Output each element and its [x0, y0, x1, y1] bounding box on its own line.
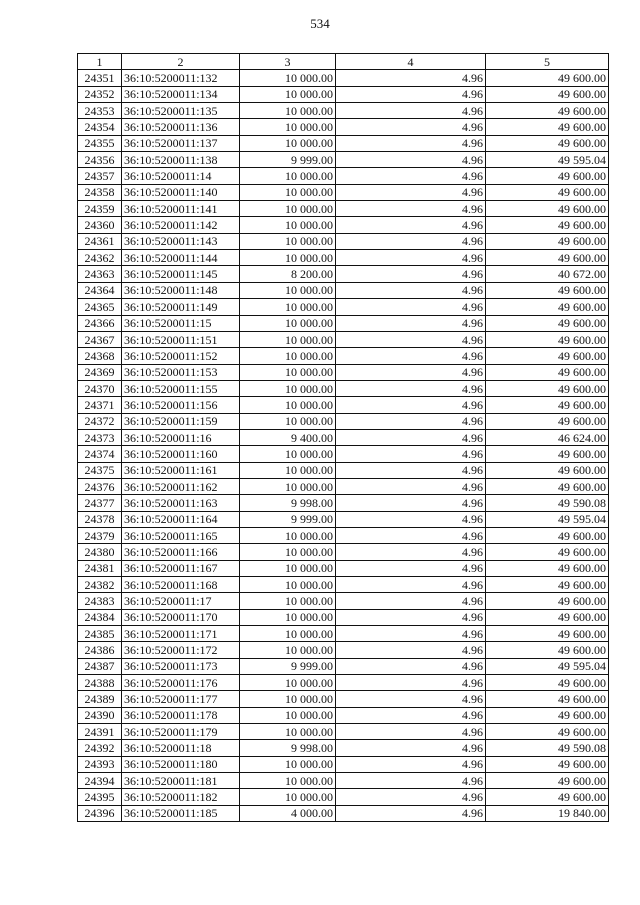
- cadastral-number: 36:10:5200011:145: [122, 266, 240, 282]
- rate-value: 4.96: [336, 201, 486, 217]
- table-row: [78, 86, 609, 102]
- cadastral-number: 36:10:5200011:142: [122, 217, 240, 233]
- area-value: 10 000.00: [240, 527, 336, 543]
- rate-value: 4.96: [336, 756, 486, 772]
- area-value: 10 000.00: [240, 201, 336, 217]
- table-row: [78, 380, 609, 396]
- rate-value: 4.96: [336, 593, 486, 609]
- amount-value: 49 600.00: [486, 691, 609, 707]
- area-value: 10 000.00: [240, 593, 336, 609]
- row-number: 24367: [78, 331, 122, 347]
- table-row: [78, 691, 609, 707]
- row-number: 24387: [78, 658, 122, 674]
- rate-value: 4.96: [336, 642, 486, 658]
- rate-value: 4.96: [336, 609, 486, 625]
- cadastral-number: 36:10:5200011:170: [122, 609, 240, 625]
- area-value: 9 998.00: [240, 740, 336, 756]
- rate-value: 4.96: [336, 119, 486, 135]
- table-row: [78, 364, 609, 380]
- table-row: [78, 266, 609, 282]
- area-value: 4 000.00: [240, 805, 336, 821]
- rate-value: 4.96: [336, 511, 486, 527]
- rate-value: 4.96: [336, 233, 486, 249]
- row-number: 24358: [78, 184, 122, 200]
- amount-value: 49 590.08: [486, 495, 609, 511]
- area-value: 10 000.00: [240, 724, 336, 740]
- cadastral-number: 36:10:5200011:135: [122, 103, 240, 119]
- cadastral-number: 36:10:5200011:155: [122, 380, 240, 396]
- row-number: 24377: [78, 495, 122, 511]
- row-number: 24352: [78, 86, 122, 102]
- rate-value: 4.96: [336, 446, 486, 462]
- cadastral-number: 36:10:5200011:149: [122, 299, 240, 315]
- amount-value: 46 624.00: [486, 429, 609, 445]
- amount-value: 49 595.04: [486, 658, 609, 674]
- rate-value: 4.96: [336, 675, 486, 691]
- cadastral-number: 36:10:5200011:163: [122, 495, 240, 511]
- table-row: [78, 478, 609, 494]
- cadastral-number: 36:10:5200011:172: [122, 642, 240, 658]
- area-value: 8 200.00: [240, 266, 336, 282]
- row-number: 24372: [78, 413, 122, 429]
- cadastral-number: 36:10:5200011:161: [122, 462, 240, 478]
- cadastral-number: 36:10:5200011:164: [122, 511, 240, 527]
- table-row: [78, 103, 609, 119]
- column-header-5: 5: [486, 54, 609, 70]
- amount-value: 49 600.00: [486, 201, 609, 217]
- row-number: 24351: [78, 70, 122, 86]
- row-number: 24364: [78, 282, 122, 298]
- rate-value: 4.96: [336, 773, 486, 789]
- table-row: [78, 544, 609, 560]
- area-value: 10 000.00: [240, 364, 336, 380]
- rate-value: 4.96: [336, 152, 486, 168]
- rate-value: 4.96: [336, 626, 486, 642]
- cadastral-number: 36:10:5200011:143: [122, 233, 240, 249]
- amount-value: 49 600.00: [486, 626, 609, 642]
- table-row: [78, 217, 609, 233]
- amount-value: 49 595.04: [486, 152, 609, 168]
- table-row: [78, 560, 609, 576]
- amount-value: 49 600.00: [486, 184, 609, 200]
- table-row: [78, 527, 609, 543]
- table-row: [78, 152, 609, 168]
- cadastral-number: 36:10:5200011:14: [122, 168, 240, 184]
- rate-value: 4.96: [336, 707, 486, 723]
- area-value: 10 000.00: [240, 168, 336, 184]
- area-value: 10 000.00: [240, 773, 336, 789]
- table-row: [78, 462, 609, 478]
- area-value: 10 000.00: [240, 70, 336, 86]
- cadastral-number: 36:10:5200011:16: [122, 429, 240, 445]
- cadastral-number: 36:10:5200011:167: [122, 560, 240, 576]
- amount-value: 49 600.00: [486, 642, 609, 658]
- column-header-3: 3: [240, 54, 336, 70]
- cadastral-number: 36:10:5200011:132: [122, 70, 240, 86]
- amount-value: 49 600.00: [486, 250, 609, 266]
- row-number: 24366: [78, 315, 122, 331]
- area-value: 10 000.00: [240, 86, 336, 102]
- cadastral-number: 36:10:5200011:148: [122, 282, 240, 298]
- amount-value: 49 600.00: [486, 282, 609, 298]
- rate-value: 4.96: [336, 789, 486, 805]
- rate-value: 4.96: [336, 740, 486, 756]
- table-row: [78, 315, 609, 331]
- area-value: 10 000.00: [240, 250, 336, 266]
- row-number: 24356: [78, 152, 122, 168]
- row-number: 24391: [78, 724, 122, 740]
- table-row: [78, 740, 609, 756]
- amount-value: 49 600.00: [486, 168, 609, 184]
- rate-value: 4.96: [336, 462, 486, 478]
- row-number: 24357: [78, 168, 122, 184]
- amount-value: 49 600.00: [486, 577, 609, 593]
- cadastral-number: 36:10:5200011:166: [122, 544, 240, 560]
- table-row: [78, 658, 609, 674]
- cadastral-number: 36:10:5200011:141: [122, 201, 240, 217]
- table-row: [78, 626, 609, 642]
- area-value: 10 000.00: [240, 707, 336, 723]
- rate-value: 4.96: [336, 282, 486, 298]
- amount-value: 49 600.00: [486, 348, 609, 364]
- table-row: [78, 773, 609, 789]
- table-row: [78, 70, 609, 86]
- rate-value: 4.96: [336, 86, 486, 102]
- amount-value: 49 600.00: [486, 756, 609, 772]
- area-value: 10 000.00: [240, 348, 336, 364]
- cadastral-number: 36:10:5200011:181: [122, 773, 240, 789]
- cadastral-number: 36:10:5200011:180: [122, 756, 240, 772]
- area-value: 9 998.00: [240, 495, 336, 511]
- row-number: 24371: [78, 397, 122, 413]
- rate-value: 4.96: [336, 266, 486, 282]
- amount-value: 49 600.00: [486, 233, 609, 249]
- cadastral-number: 36:10:5200011:168: [122, 577, 240, 593]
- cadastral-number: 36:10:5200011:144: [122, 250, 240, 266]
- row-number: 24353: [78, 103, 122, 119]
- area-value: 10 000.00: [240, 675, 336, 691]
- area-value: 10 000.00: [240, 691, 336, 707]
- amount-value: 49 600.00: [486, 331, 609, 347]
- row-number: 24370: [78, 380, 122, 396]
- area-value: 10 000.00: [240, 789, 336, 805]
- rate-value: 4.96: [336, 217, 486, 233]
- table-row: [78, 675, 609, 691]
- rate-value: 4.96: [336, 315, 486, 331]
- row-number: 24394: [78, 773, 122, 789]
- cadastral-number: 36:10:5200011:165: [122, 527, 240, 543]
- cadastral-number: 36:10:5200011:159: [122, 413, 240, 429]
- row-number: 24369: [78, 364, 122, 380]
- cadastral-number: 36:10:5200011:156: [122, 397, 240, 413]
- row-number: 24355: [78, 135, 122, 151]
- rate-value: 4.96: [336, 70, 486, 86]
- area-value: 10 000.00: [240, 315, 336, 331]
- cadastral-number: 36:10:5200011:182: [122, 789, 240, 805]
- amount-value: 49 600.00: [486, 593, 609, 609]
- row-number: 24386: [78, 642, 122, 658]
- area-value: 10 000.00: [240, 299, 336, 315]
- area-value: 10 000.00: [240, 282, 336, 298]
- area-value: 10 000.00: [240, 380, 336, 396]
- area-value: 10 000.00: [240, 642, 336, 658]
- row-number: 24375: [78, 462, 122, 478]
- rate-value: 4.96: [336, 544, 486, 560]
- cadastral-number: 36:10:5200011:15: [122, 315, 240, 331]
- row-number: 24374: [78, 446, 122, 462]
- table-row: [78, 299, 609, 315]
- row-number: 24359: [78, 201, 122, 217]
- rate-value: 4.96: [336, 380, 486, 396]
- table-row: [78, 642, 609, 658]
- table-row: [78, 331, 609, 347]
- table-row: [78, 593, 609, 609]
- row-number: 24380: [78, 544, 122, 560]
- table-row: [78, 429, 609, 445]
- table-row: [78, 282, 609, 298]
- area-value: 9 400.00: [240, 429, 336, 445]
- table-row: [78, 609, 609, 625]
- rate-value: 4.96: [336, 658, 486, 674]
- row-number: 24384: [78, 609, 122, 625]
- row-number: 24360: [78, 217, 122, 233]
- row-number: 24388: [78, 675, 122, 691]
- column-header-4: 4: [336, 54, 486, 70]
- row-number: 24389: [78, 691, 122, 707]
- table-row: [78, 233, 609, 249]
- rate-value: 4.96: [336, 250, 486, 266]
- amount-value: 49 600.00: [486, 119, 609, 135]
- row-number: 24365: [78, 299, 122, 315]
- page-number: 534: [310, 16, 330, 31]
- table-row: [78, 805, 609, 821]
- amount-value: 49 600.00: [486, 707, 609, 723]
- row-number: 24368: [78, 348, 122, 364]
- rate-value: 4.96: [336, 348, 486, 364]
- amount-value: 49 600.00: [486, 380, 609, 396]
- table-row: [78, 413, 609, 429]
- area-value: 10 000.00: [240, 544, 336, 560]
- table-row: [78, 168, 609, 184]
- area-value: 10 000.00: [240, 103, 336, 119]
- amount-value: 49 600.00: [486, 675, 609, 691]
- area-value: 10 000.00: [240, 331, 336, 347]
- rate-value: 4.96: [336, 364, 486, 380]
- data-table: [77, 53, 609, 822]
- amount-value: 49 600.00: [486, 315, 609, 331]
- row-number: 24363: [78, 266, 122, 282]
- rate-value: 4.96: [336, 413, 486, 429]
- rate-value: 4.96: [336, 495, 486, 511]
- rate-value: 4.96: [336, 184, 486, 200]
- cadastral-number: 36:10:5200011:179: [122, 724, 240, 740]
- row-number: 24396: [78, 805, 122, 821]
- row-number: 24395: [78, 789, 122, 805]
- cadastral-number: 36:10:5200011:18: [122, 740, 240, 756]
- table-row: [78, 446, 609, 462]
- amount-value: 49 600.00: [486, 773, 609, 789]
- rate-value: 4.96: [336, 331, 486, 347]
- area-value: 10 000.00: [240, 119, 336, 135]
- amount-value: 19 840.00: [486, 805, 609, 821]
- cadastral-number: 36:10:5200011:136: [122, 119, 240, 135]
- amount-value: 49 600.00: [486, 544, 609, 560]
- cadastral-number: 36:10:5200011:151: [122, 331, 240, 347]
- cadastral-number: 36:10:5200011:138: [122, 152, 240, 168]
- amount-value: 49 590.08: [486, 740, 609, 756]
- header-row: [78, 54, 609, 70]
- row-number: 24361: [78, 233, 122, 249]
- cadastral-number: 36:10:5200011:152: [122, 348, 240, 364]
- rate-value: 4.96: [336, 527, 486, 543]
- area-value: 9 999.00: [240, 152, 336, 168]
- area-value: 9 999.00: [240, 658, 336, 674]
- row-number: 24381: [78, 560, 122, 576]
- amount-value: 49 600.00: [486, 446, 609, 462]
- cadastral-number: 36:10:5200011:134: [122, 86, 240, 102]
- row-number: 24354: [78, 119, 122, 135]
- row-number: 24390: [78, 707, 122, 723]
- area-value: 10 000.00: [240, 446, 336, 462]
- cadastral-number: 36:10:5200011:173: [122, 658, 240, 674]
- rate-value: 4.96: [336, 478, 486, 494]
- cadastral-number: 36:10:5200011:176: [122, 675, 240, 691]
- cadastral-number: 36:10:5200011:137: [122, 135, 240, 151]
- area-value: 10 000.00: [240, 184, 336, 200]
- area-value: 10 000.00: [240, 577, 336, 593]
- table-row: [78, 348, 609, 364]
- cadastral-number: 36:10:5200011:177: [122, 691, 240, 707]
- amount-value: 49 600.00: [486, 70, 609, 86]
- row-number: 24385: [78, 626, 122, 642]
- area-value: 10 000.00: [240, 462, 336, 478]
- row-number: 24383: [78, 593, 122, 609]
- cadastral-number: 36:10:5200011:162: [122, 478, 240, 494]
- column-header-2: 2: [122, 54, 240, 70]
- row-number: 24379: [78, 527, 122, 543]
- cadastral-number: 36:10:5200011:140: [122, 184, 240, 200]
- amount-value: 49 600.00: [486, 724, 609, 740]
- amount-value: 49 600.00: [486, 609, 609, 625]
- cadastral-number: 36:10:5200011:17: [122, 593, 240, 609]
- row-number: 24392: [78, 740, 122, 756]
- area-value: 10 000.00: [240, 478, 336, 494]
- amount-value: 49 595.04: [486, 511, 609, 527]
- table-row: [78, 789, 609, 805]
- cadastral-number: 36:10:5200011:185: [122, 805, 240, 821]
- area-value: 10 000.00: [240, 609, 336, 625]
- area-value: 9 999.00: [240, 511, 336, 527]
- row-number: 24378: [78, 511, 122, 527]
- amount-value: 49 600.00: [486, 364, 609, 380]
- amount-value: 49 600.00: [486, 527, 609, 543]
- amount-value: 49 600.00: [486, 413, 609, 429]
- table-row: [78, 577, 609, 593]
- rate-value: 4.96: [336, 135, 486, 151]
- area-value: 10 000.00: [240, 217, 336, 233]
- table-body: [78, 70, 609, 822]
- table-row: [78, 250, 609, 266]
- rate-value: 4.96: [336, 805, 486, 821]
- rate-value: 4.96: [336, 397, 486, 413]
- column-header-1: 1: [78, 54, 122, 70]
- table-row: [78, 201, 609, 217]
- area-value: 10 000.00: [240, 560, 336, 576]
- rate-value: 4.96: [336, 724, 486, 740]
- amount-value: 49 600.00: [486, 217, 609, 233]
- amount-value: 49 600.00: [486, 103, 609, 119]
- cadastral-number: 36:10:5200011:160: [122, 446, 240, 462]
- row-number: 24362: [78, 250, 122, 266]
- table-row: [78, 724, 609, 740]
- area-value: 10 000.00: [240, 413, 336, 429]
- table-row: [78, 119, 609, 135]
- table-row: [78, 135, 609, 151]
- cadastral-number: 36:10:5200011:171: [122, 626, 240, 642]
- area-value: 10 000.00: [240, 397, 336, 413]
- table-row: [78, 511, 609, 527]
- area-value: 10 000.00: [240, 233, 336, 249]
- rate-value: 4.96: [336, 299, 486, 315]
- area-value: 10 000.00: [240, 135, 336, 151]
- table-row: [78, 707, 609, 723]
- table-row: [78, 397, 609, 413]
- area-value: 10 000.00: [240, 626, 336, 642]
- table-row: [78, 184, 609, 200]
- rate-value: 4.96: [336, 691, 486, 707]
- cadastral-number: 36:10:5200011:153: [122, 364, 240, 380]
- area-value: 10 000.00: [240, 756, 336, 772]
- amount-value: 49 600.00: [486, 462, 609, 478]
- row-number: 24382: [78, 577, 122, 593]
- amount-value: 49 600.00: [486, 789, 609, 805]
- table-row: [78, 756, 609, 772]
- amount-value: 49 600.00: [486, 299, 609, 315]
- amount-value: 49 600.00: [486, 478, 609, 494]
- rate-value: 4.96: [336, 560, 486, 576]
- rate-value: 4.96: [336, 103, 486, 119]
- table-row: [78, 495, 609, 511]
- rate-value: 4.96: [336, 577, 486, 593]
- row-number: 24373: [78, 429, 122, 445]
- row-number: 24376: [78, 478, 122, 494]
- rate-value: 4.96: [336, 429, 486, 445]
- amount-value: 49 600.00: [486, 86, 609, 102]
- amount-value: 49 600.00: [486, 135, 609, 151]
- cadastral-number: 36:10:5200011:178: [122, 707, 240, 723]
- amount-value: 49 600.00: [486, 397, 609, 413]
- rate-value: 4.96: [336, 168, 486, 184]
- amount-value: 40 672.00: [486, 266, 609, 282]
- row-number: 24393: [78, 756, 122, 772]
- amount-value: 49 600.00: [486, 560, 609, 576]
